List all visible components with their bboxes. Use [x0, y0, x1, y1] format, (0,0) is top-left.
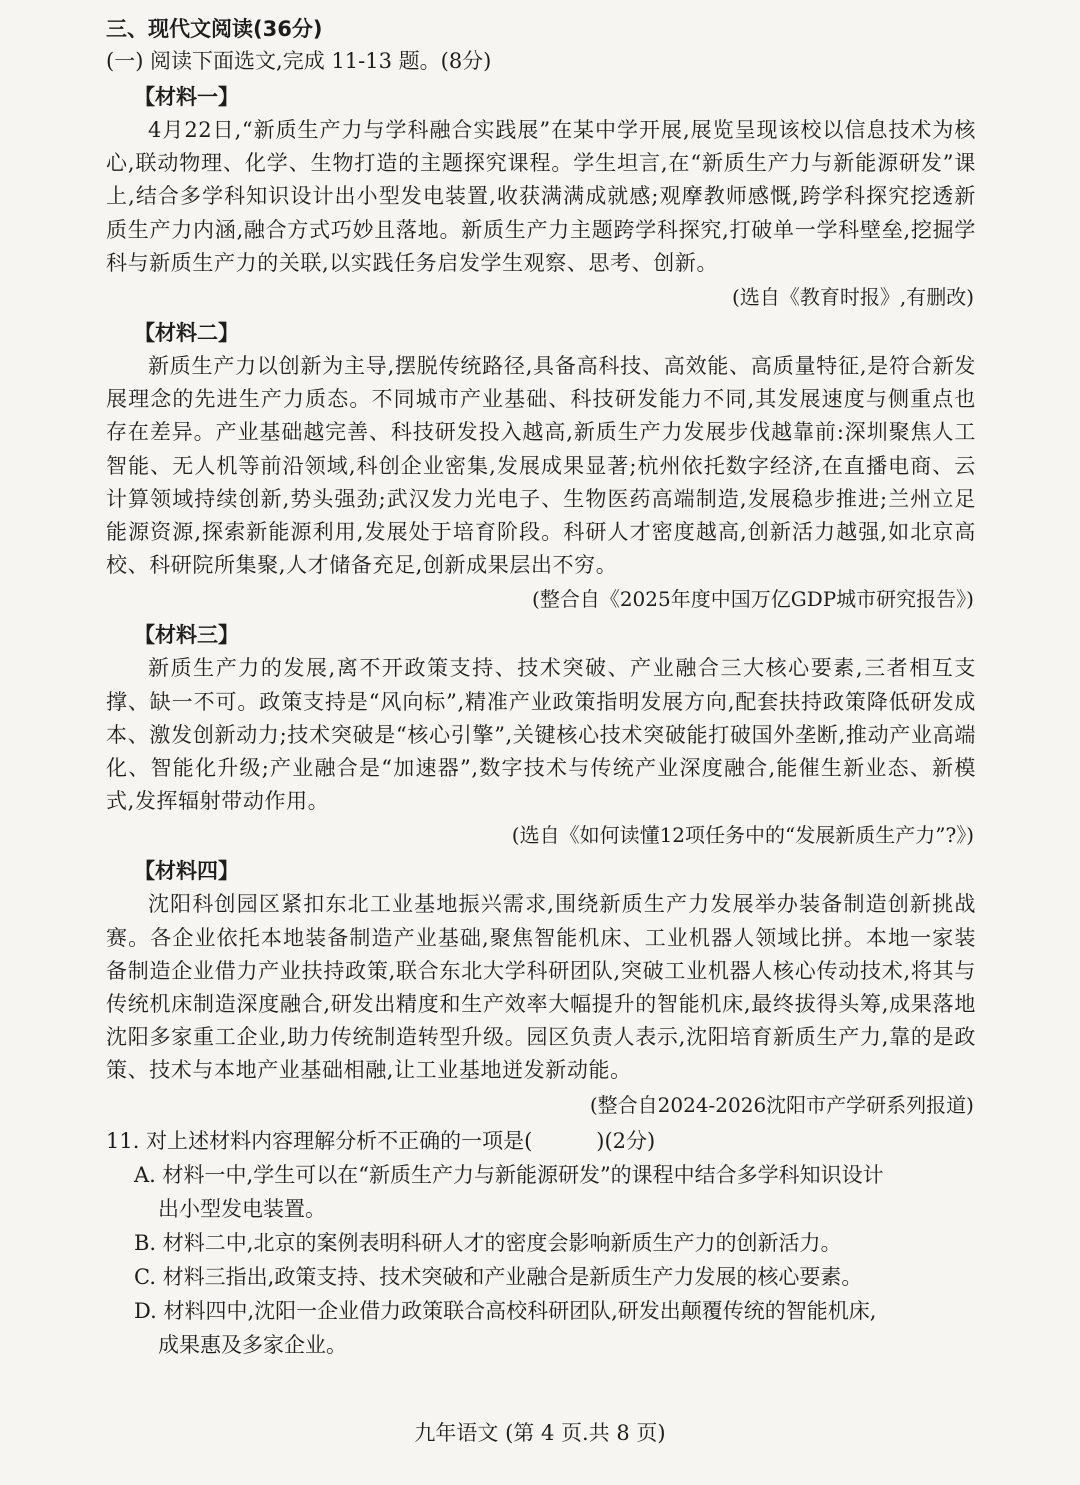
material-title: 【材料二】	[134, 321, 239, 346]
page-footer: 九年语文 (第 4 页.共 8 页)	[414, 1421, 666, 1445]
material-3	[106, 618, 976, 852]
material-text: 4月22日,“新质生产力与学科融合实践展”在某中学开展,展览呈现该校以信息技术为核心,联动物理、化学、生物打造的主题探究课程。学生坦言,在“新质生产力与新能源研发”课上,结合多学科知识设计出小型发电装置,收获满满成就感;观摩教师感慨,跨学科探究挖透新质生产力内涵,融合方式巧妙且落地。新质生产力主题跨学科探究,打破单一学科壁垒,挖掘学科与新质生产力的关联,以实践任务启发学生观察、思考、创新。	[106, 118, 976, 275]
option-a	[106, 1158, 976, 1226]
option-d	[106, 1294, 976, 1362]
material-source: (选自《教育时报》,有删改)	[732, 285, 974, 310]
material-source: (选自《如何读懂12项任务中的“发展新质生产力”?》)	[511, 823, 974, 848]
question-stem	[106, 1124, 976, 1158]
option-text-continued: 成果惠及多家企业。	[158, 1332, 347, 1357]
option-text: 材料三指出,政策支持、技术突破和产业融合是新质生产力发展的核心要素。	[162, 1264, 863, 1289]
option-label: D.	[134, 1298, 157, 1323]
material-title: 【材料三】	[134, 623, 239, 648]
option-label: B.	[134, 1230, 157, 1255]
material-source: (整合自《2025年度中国万亿GDP城市研究报告》)	[532, 587, 974, 612]
question-score: )(2分)	[596, 1128, 656, 1153]
material-1	[106, 80, 976, 314]
option-text: 材料四中,沈阳一企业借力政策联合高校科研团队,研发出颠覆传统的智能机床,	[163, 1298, 877, 1323]
section-subtitle: (一) 阅读下面选文,完成 11-13 题。(8分)	[106, 49, 492, 73]
option-label: C.	[134, 1264, 156, 1289]
material-source: (整合自2024-2026沈阳市产学研系列报道)	[589, 1092, 974, 1117]
question-stem-text: 11. 对上述材料内容理解分析不正确的一项是(	[106, 1128, 533, 1153]
material-4	[106, 854, 976, 1121]
option-c	[106, 1260, 976, 1294]
material-text: 沈阳科创园区紧扣东北工业基地振兴需求,围绕新质生产力发展举办装备制造创新挑战赛。各企业依托本地装备制造产业基础,聚焦智能机床、工业机器人领域比拼。本地一家装备制造企业借力产业扶持政策,联合东北大学科研团队,突破工业机器人核心传动技术,将其与传统机床制造深度融合,研发出精度和生产效率大幅提升的智能机床,最终拔得头筹,成果落地沈阳多家重工企业,助力传统制造转型升级。园区负责人表示,沈阳培育新质生产力,靠的是政策、技术与本地产业基础相融,让工业基地迸发新动能。	[106, 892, 976, 1083]
option-label: A.	[134, 1162, 156, 1187]
material-text: 新质生产力以创新为主导,摆脱传统路径,具备高科技、高效能、高质量特征,是符合新发展理念的先进生产力质态。不同城市产业基础、科技研发能力不同,其发展速度与侧重点也存在差异。产业基础越完善、科技研发投入越高,新质生产力发展步伐越靠前:深圳聚焦人工智能、无人机等前沿领域,科创企业密集,发展成果显著;杭州依托数字经济,在直播电商、云计算领域持续创新,势头强劲;武汉发力光电子、生物医药高端制造,发展稳步推进;兰州立足能源资源,探索新能源利用,发展处于培育阶段。科研人才密度越高,创新活力越强,如北京高校、科研院所集聚,人才储备充足,创新成果层出不穷。	[106, 354, 976, 578]
material-title: 【材料一】	[134, 85, 239, 109]
option-text-continued: 出小型发电装置。	[158, 1196, 326, 1221]
option-text: 材料一中,学生可以在“新质生产力与新能源研发”的课程中结合多学科知识设计	[162, 1162, 884, 1187]
option-text: 材料二中,北京的案例表明科研人才的密度会影响新质生产力的创新活力。	[162, 1230, 842, 1255]
material-text: 新质生产力的发展,离不开政策支持、技术突破、产业融合三大核心要素,三者相互支撑、缺一不可。政策支持是“风向标”,精准产业政策指明发展方向,配套扶持政策降低研发成本、激发创新动力;技术突破是“核心引擎”,关键核心技术突破能打破国外垄断,推动产业高端化、智能化升级;产业融合是“加速器”,数字技术与传统产业深度融合,能催生新业态、新模式,发挥辐射带动作用。	[106, 656, 976, 814]
section-title: 三、现代文阅读(36分)	[106, 17, 323, 41]
option-b	[106, 1226, 976, 1260]
material-title: 【材料四】	[134, 859, 239, 884]
material-2	[106, 316, 976, 616]
question-11	[106, 1124, 976, 1362]
